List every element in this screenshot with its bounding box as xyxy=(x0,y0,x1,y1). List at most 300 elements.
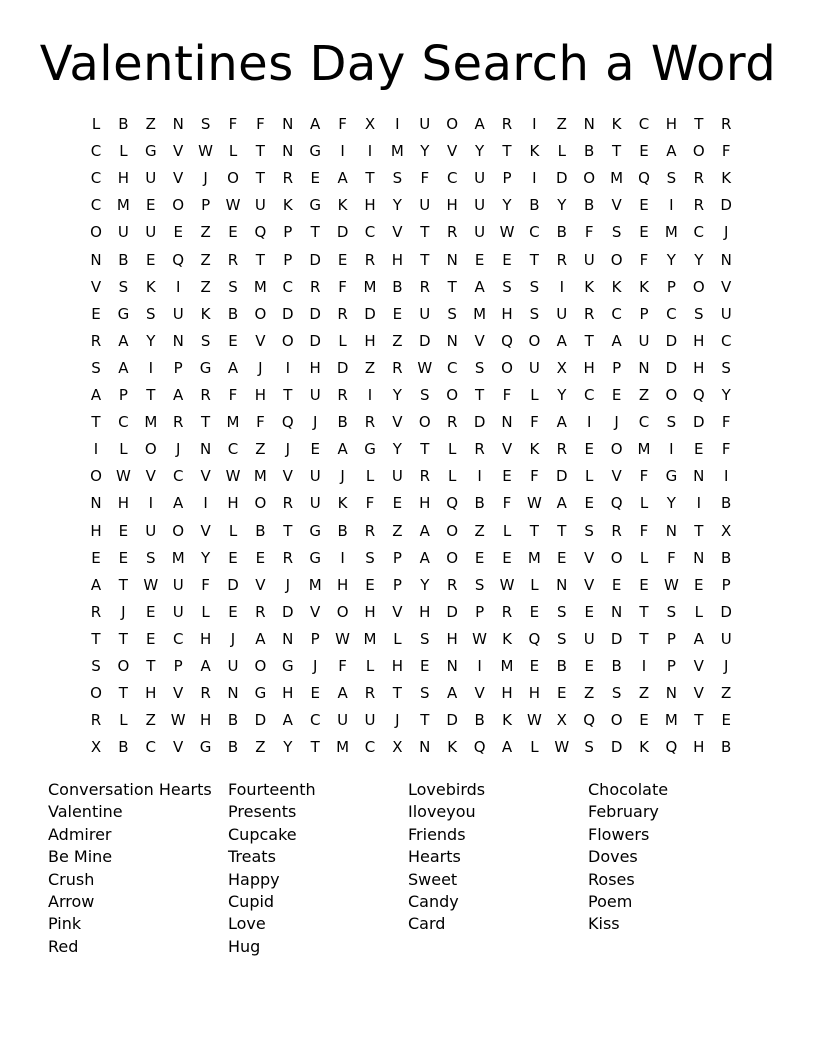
grid-letter: K xyxy=(337,196,348,215)
grid-letter: O xyxy=(172,521,185,540)
grid-letter: M xyxy=(363,277,377,296)
grid-letter: A xyxy=(447,684,458,703)
grid-letter: T xyxy=(255,250,265,269)
grid-letter: L xyxy=(365,467,375,486)
grid-letter: S xyxy=(557,629,567,648)
grid-letter: D xyxy=(336,358,349,377)
grid-letter: U xyxy=(145,521,157,540)
grid-letter: H xyxy=(364,196,376,215)
grid-letter: O xyxy=(692,142,705,161)
grid-letter: E xyxy=(310,169,320,188)
grid-letter: O xyxy=(227,169,239,188)
grid-letter: G xyxy=(309,196,321,215)
grid-letter: P xyxy=(666,657,676,675)
grid-letter: C xyxy=(446,169,458,188)
grid-letter: Y xyxy=(420,142,430,161)
grid-letter: G xyxy=(199,358,212,377)
grid-letter: Y xyxy=(475,142,485,161)
grid-letter: H xyxy=(391,250,404,269)
grid-letter: Y xyxy=(392,440,402,459)
grid-letter: M xyxy=(336,738,350,757)
grid-letter: B xyxy=(556,657,567,675)
grid-letter: A xyxy=(118,331,129,350)
grid-letter: B xyxy=(611,657,622,675)
grid-letter: E xyxy=(118,521,129,540)
grid-letter: S xyxy=(529,304,540,323)
grid-letter: I xyxy=(285,358,291,377)
grid-letter: D xyxy=(610,738,623,757)
grid-letter: R xyxy=(282,169,294,188)
grid-letter: M xyxy=(171,548,185,567)
grid-letter: H xyxy=(227,494,239,513)
grid-letter: K xyxy=(721,169,732,188)
grid-letter: R xyxy=(419,467,431,486)
grid-letter: E xyxy=(146,250,156,269)
grid-letter: V xyxy=(200,521,211,540)
grid-letter: T xyxy=(420,250,430,269)
grid-letter: Q xyxy=(610,494,623,513)
grid-letter: T xyxy=(420,711,430,730)
grid-letter: V xyxy=(173,684,184,703)
grid-letter: J xyxy=(312,657,318,675)
grid-letter: I xyxy=(93,440,99,459)
grid-letter: J xyxy=(175,440,181,459)
grid-letter: Q xyxy=(281,413,294,432)
grid-letter: S xyxy=(420,386,430,404)
grid-letter: G xyxy=(254,684,267,703)
grid-letter: A xyxy=(556,494,567,513)
grid-letter: L xyxy=(530,575,539,594)
grid-letter: T xyxy=(146,657,156,675)
grid-letter: L xyxy=(502,521,512,540)
grid-letter: H xyxy=(364,602,376,621)
grid-letter: Y xyxy=(557,196,567,215)
grid-letter: V xyxy=(255,575,266,594)
grid-letter: T xyxy=(310,223,320,242)
grid-letter: U xyxy=(583,250,595,269)
grid-letter: R xyxy=(90,711,102,730)
grid-letter: C xyxy=(638,115,650,133)
grid-letter: O xyxy=(90,223,102,242)
grid-letter: N xyxy=(199,440,212,459)
grid-letter: K xyxy=(502,629,512,648)
grid-letter: X xyxy=(721,521,732,540)
grid-letter: N xyxy=(446,250,458,269)
grid-letter: E xyxy=(502,250,512,269)
grid-letter: J xyxy=(285,575,291,594)
grid-letter: X xyxy=(90,738,102,757)
grid-letter: R xyxy=(90,602,102,621)
grid-letter: S xyxy=(200,115,211,133)
grid-letter: D xyxy=(309,331,321,350)
grid-letter: A xyxy=(90,575,102,594)
grid-letter: A xyxy=(337,440,348,459)
grid-letter: M xyxy=(116,196,130,215)
grid-letter: C xyxy=(90,142,102,161)
grid-letter: B xyxy=(721,548,732,567)
grid-letter: A xyxy=(255,629,266,648)
grid-letter: N xyxy=(720,250,732,269)
grid-letter: B xyxy=(529,196,540,215)
grid-letter: T xyxy=(201,413,211,432)
grid-letter: R xyxy=(556,250,568,269)
grid-letter: I xyxy=(696,494,702,513)
grid-letter: L xyxy=(338,331,347,350)
grid-letter: C xyxy=(172,467,184,486)
grid-letter: I xyxy=(669,440,674,459)
grid-letter: Y xyxy=(201,548,211,567)
grid-letter: K xyxy=(200,304,211,323)
grid-letter: W xyxy=(115,467,131,486)
grid-letter: L xyxy=(393,629,402,648)
grid-letter: U xyxy=(309,494,321,513)
grid-letter: Y xyxy=(694,250,704,269)
grid-letter: U xyxy=(145,169,157,188)
grid-letter: R xyxy=(446,223,458,242)
grid-letter: Z xyxy=(145,115,156,133)
grid-letter: P xyxy=(392,575,402,594)
grid-letter: E xyxy=(502,467,512,486)
grid-letter: D xyxy=(364,304,376,323)
grid-letter: H xyxy=(501,304,513,323)
grid-letter: E xyxy=(529,602,540,621)
grid-letter: T xyxy=(502,142,512,161)
grid-letter: O xyxy=(418,413,431,432)
grid-letter: F xyxy=(502,494,512,513)
grid-letter: T xyxy=(639,602,649,621)
grid-letter: O xyxy=(528,331,541,350)
grid-letter: U xyxy=(309,386,321,404)
grid-letter: E xyxy=(146,602,156,621)
grid-letter: W xyxy=(225,196,241,215)
grid-letter: I xyxy=(395,115,400,133)
grid-letter: U xyxy=(337,711,349,730)
grid-letter: T xyxy=(694,521,704,540)
grid-letter: P xyxy=(475,602,485,621)
grid-letter: H xyxy=(117,494,130,513)
grid-letter: F xyxy=(639,521,649,540)
grid-letter: C xyxy=(720,331,732,350)
grid-letter: Y xyxy=(721,386,731,404)
word-item: Poem xyxy=(588,892,633,911)
grid-letter: S xyxy=(721,358,731,377)
word-item: Happy xyxy=(228,869,280,889)
grid-letter: S xyxy=(666,602,677,621)
grid-letter: I xyxy=(340,142,345,161)
grid-letter: F xyxy=(721,440,731,459)
grid-letter: E xyxy=(721,711,731,730)
grid-letter: R xyxy=(255,602,266,621)
grid-letter: B xyxy=(255,521,266,540)
grid-letter: E xyxy=(146,629,156,648)
grid-letter: A xyxy=(693,629,704,648)
grid-letter: T xyxy=(91,413,101,432)
grid-letter: I xyxy=(532,169,537,188)
grid-letter: E xyxy=(228,602,238,621)
grid-letter: Y xyxy=(557,386,567,404)
grid-letter: A xyxy=(501,738,513,757)
grid-letter: B xyxy=(337,413,348,432)
grid-letter: H xyxy=(693,738,705,757)
word-item: February xyxy=(588,802,659,822)
grid-letter: Z xyxy=(255,440,266,459)
grid-letter: Z xyxy=(255,738,266,757)
grid-letter: D xyxy=(720,196,732,215)
grid-letter: E xyxy=(584,440,594,459)
grid-letter: J xyxy=(395,711,400,730)
grid-letter: V xyxy=(145,467,156,486)
grid-letter: F xyxy=(228,386,238,404)
grid-letter: L xyxy=(228,521,238,540)
grid-letter: W xyxy=(526,711,542,730)
grid-letter: A xyxy=(227,358,239,377)
grid-letter: D xyxy=(610,629,623,648)
grid-letter: P xyxy=(118,386,128,404)
grid-letter: U xyxy=(254,196,266,215)
grid-letter: W xyxy=(663,575,679,594)
grid-letter: L xyxy=(639,494,649,513)
grid-letter: D xyxy=(446,602,458,621)
grid-letter: R xyxy=(693,169,705,188)
grid-letter: R xyxy=(364,521,376,540)
grid-letter: K xyxy=(447,738,458,757)
grid-letter: V xyxy=(392,413,403,432)
grid-letter: R xyxy=(364,413,376,432)
grid-letter: S xyxy=(118,277,129,296)
grid-letter: Y xyxy=(283,738,293,757)
grid-letter: D xyxy=(693,413,705,432)
grid-letter: U xyxy=(117,223,129,242)
grid-letter: J xyxy=(121,602,126,621)
grid-letter: O xyxy=(90,684,102,703)
grid-letter: P xyxy=(201,196,211,215)
grid-letter: D xyxy=(282,304,294,323)
grid-letter: W xyxy=(499,223,515,242)
word-item: Card xyxy=(408,914,446,934)
grid-letter: L xyxy=(448,440,457,459)
grid-letter: W xyxy=(417,358,433,377)
word-item: Fourteenth xyxy=(228,780,316,799)
grid-letter: U xyxy=(419,196,431,215)
grid-letter: Z xyxy=(145,711,156,730)
grid-letter: R xyxy=(392,358,403,377)
grid-letter: K xyxy=(145,277,156,296)
grid-letter: M xyxy=(527,548,541,567)
grid-letter: C xyxy=(693,223,705,242)
grid-letter: D xyxy=(336,223,349,242)
grid-letter: O xyxy=(172,196,185,215)
grid-letter: S xyxy=(557,602,567,621)
grid-letter: E xyxy=(474,548,485,567)
grid-letter: F xyxy=(584,223,594,242)
grid-letter: O xyxy=(501,358,513,377)
grid-letter: D xyxy=(665,358,678,377)
grid-letter: E xyxy=(694,575,704,594)
grid-letter: T xyxy=(529,521,539,540)
grid-letter: M xyxy=(253,277,267,296)
grid-letter: E xyxy=(228,548,238,567)
grid-letter: M xyxy=(363,629,377,648)
grid-letter: P xyxy=(310,629,320,648)
grid-letter: S xyxy=(228,277,238,296)
word-item: Crush xyxy=(48,869,95,889)
grid-letter: Z xyxy=(364,358,376,377)
word-item: Roses xyxy=(588,869,635,889)
grid-letter: Q xyxy=(528,629,541,648)
grid-letter: K xyxy=(529,142,540,161)
grid-letter: C xyxy=(583,386,595,404)
word-item: Hug xyxy=(228,936,261,956)
grid-letter: R xyxy=(200,684,211,703)
grid-letter: P xyxy=(666,629,676,648)
grid-letter: E xyxy=(639,142,649,161)
grid-letter: S xyxy=(365,548,375,567)
grid-letter: F xyxy=(639,250,649,269)
grid-letter: E xyxy=(228,223,238,242)
grid-letter: F xyxy=(338,115,347,133)
grid-letter: U xyxy=(583,629,595,648)
grid-letter: C xyxy=(309,711,321,730)
grid-letter: Z xyxy=(474,521,485,540)
grid-letter: J xyxy=(340,467,345,486)
grid-letter: C xyxy=(90,169,102,188)
grid-letter: V xyxy=(474,684,485,703)
grid-letter: L xyxy=(639,548,649,567)
grid-letter: E xyxy=(694,440,704,459)
grid-letter: S xyxy=(420,684,430,703)
grid-letter: B xyxy=(556,223,567,242)
grid-letter: M xyxy=(390,142,404,161)
grid-letter: E xyxy=(584,602,594,621)
grid-letter: P xyxy=(721,575,731,594)
grid-letter: U xyxy=(419,115,431,133)
grid-letter: K xyxy=(639,277,649,296)
grid-letter: W xyxy=(335,629,351,648)
grid-letter: A xyxy=(118,358,129,377)
grid-letter: S xyxy=(474,575,485,594)
grid-letter: C xyxy=(364,223,376,242)
grid-letter: C xyxy=(227,440,239,459)
grid-letter: F xyxy=(256,413,265,432)
grid-letter: T xyxy=(420,223,430,242)
grid-letter: F xyxy=(667,548,676,567)
grid-letter: S xyxy=(91,657,101,675)
grid-letter: H xyxy=(665,115,678,133)
grid-letter: H xyxy=(199,711,212,730)
grid-letter: E xyxy=(611,386,622,404)
word-item: Hearts xyxy=(408,847,461,867)
word-item: Cupcake xyxy=(228,824,297,844)
grid-letter: F xyxy=(420,169,430,188)
grid-letter: E xyxy=(611,575,622,594)
grid-letter: T xyxy=(118,629,128,648)
word-item: Doves xyxy=(588,847,638,867)
grid-letter: R xyxy=(583,304,595,323)
grid-letter: U xyxy=(172,575,184,594)
grid-letter: P xyxy=(502,169,512,188)
grid-letter: U xyxy=(474,196,486,215)
grid-letter: E xyxy=(639,711,649,730)
grid-letter: G xyxy=(199,738,212,757)
grid-letter: H xyxy=(446,196,458,215)
grid-letter: N xyxy=(446,657,458,675)
grid-letter: T xyxy=(529,250,539,269)
grid-letter: R xyxy=(200,386,211,404)
grid-letter: F xyxy=(530,413,539,432)
grid-letter: W xyxy=(225,467,241,486)
grid-letter: S xyxy=(392,169,403,188)
grid-letter: T xyxy=(557,521,567,540)
grid-letter: R xyxy=(337,386,348,404)
grid-letter: I xyxy=(367,142,373,161)
grid-letter: J xyxy=(203,169,208,188)
grid-letter: N xyxy=(282,629,294,648)
grid-letter: Z xyxy=(638,684,650,703)
grid-letter: V xyxy=(584,575,595,594)
grid-letter: N xyxy=(90,250,102,269)
grid-letter: S xyxy=(502,277,512,296)
grid-letter: Q xyxy=(446,494,459,513)
grid-letter: N xyxy=(282,142,294,161)
grid-letter: R xyxy=(474,440,485,459)
grid-letter: T xyxy=(118,575,128,594)
grid-letter: D xyxy=(556,169,568,188)
grid-letter: Z xyxy=(584,684,595,703)
grid-letter: V xyxy=(693,657,704,675)
grid-letter: K xyxy=(502,711,512,730)
grid-letter: O xyxy=(254,494,267,513)
grid-letter: Q xyxy=(254,223,267,242)
grid-letter: R xyxy=(282,548,294,567)
grid-letter: B xyxy=(392,277,403,296)
grid-letter: X xyxy=(556,358,567,377)
grid-letter: B xyxy=(227,304,239,323)
grid-letter: N xyxy=(172,115,184,133)
grid-letter: O xyxy=(446,521,459,540)
grid-letter: X xyxy=(392,738,403,757)
grid-letter: Q xyxy=(665,738,678,757)
grid-letter: G xyxy=(144,142,157,161)
grid-letter: G xyxy=(309,548,321,567)
grid-letter: I xyxy=(532,115,537,133)
grid-letter: N xyxy=(665,521,677,540)
grid-letter: L xyxy=(585,467,594,486)
grid-letter: B xyxy=(118,738,129,757)
grid-letter: K xyxy=(282,196,293,215)
grid-letter: F xyxy=(721,142,731,161)
grid-letter: K xyxy=(611,277,622,296)
grid-letter: F xyxy=(365,494,375,513)
grid-letter: V xyxy=(721,277,732,296)
grid-letter: C xyxy=(90,196,102,215)
grid-letter: S xyxy=(420,629,430,648)
grid-letter: H xyxy=(693,331,705,350)
grid-letter: S xyxy=(146,304,156,323)
grid-letter: R xyxy=(282,494,294,513)
grid-letter: G xyxy=(281,657,294,675)
grid-letter: R xyxy=(501,115,513,133)
grid-letter: B xyxy=(118,250,129,269)
word-item: Red xyxy=(48,936,79,956)
grid-letter: Y xyxy=(146,331,156,350)
grid-letter: E xyxy=(118,548,129,567)
grid-letter: J xyxy=(258,358,263,377)
grid-letter: H xyxy=(336,575,349,594)
grid-letter: N xyxy=(610,602,623,621)
grid-letter: V xyxy=(447,142,458,161)
grid-letter: V xyxy=(392,602,403,621)
grid-letter: M xyxy=(664,223,678,242)
